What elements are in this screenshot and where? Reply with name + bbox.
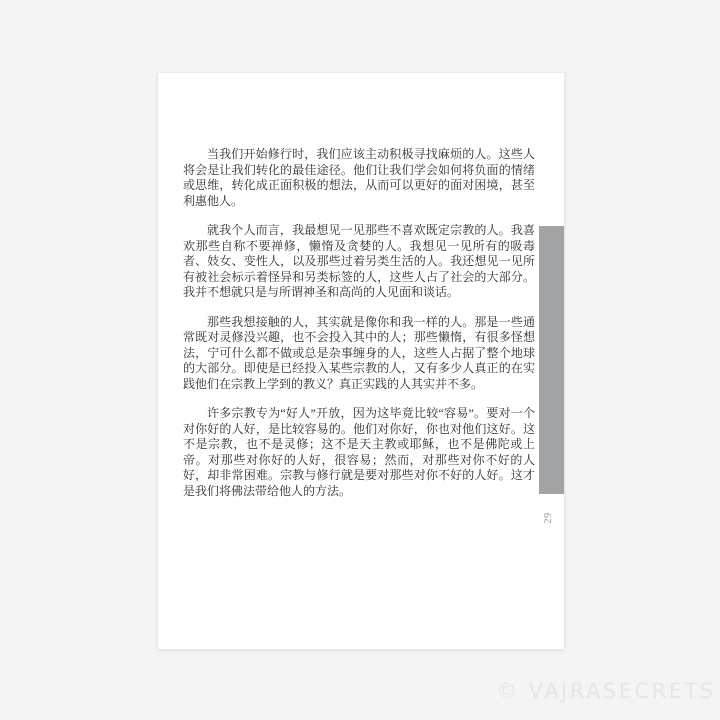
paragraph-3: 那些我想接触的人，其实就是像你和我一样的人。那是一些通常既对灵修没兴趣，也不会投入其中的人；那些懒惰，有很多怪想法，宁可什么都不做或总是杂事缠身的人，这些人占据了整个地球的大部分。即使是已经投入某些宗教的人，又有多少人真正的在实践他们在宗教上学到的教义？真正实践的人其实并不多。 (183, 314, 535, 391)
chapter-tab-marker (539, 226, 564, 494)
vajrasecrets-watermark: © VAJRASECRETS (496, 679, 716, 703)
book-page (158, 73, 564, 649)
body-text (183, 147, 535, 513)
paragraph-4: 许多宗教专为“好人”开放，因为这毕竟比较“容易”。要对一个对你好的人好，是比较容易的。他们对你好，你也对他们这好。这不是宗教，也不是灵修；这不是天主教或耶稣，也不是佛陀或上帝。对那些对你好的人好，很容易；然而，对那些对你不好的人好，却非常困难。宗教与修行就是要对那些对你不好的人好。这才是我们将佛法带给他人的方法。 (183, 406, 535, 498)
paragraph-2: 就我个人而言，我最想见一见那些不喜欢既定宗教的人。我喜欢那些自称不要禅修，懒惰及贪婪的人。我想见一见所有的吸毒者、妓女、变性人，以及那些过着另类生活的人。我还想见一见所有被社会标示着怪异和另类标签的人，这些人占了社会的大部分。我并不想就只是与所谓神圣和高尚的人见面和谈话。 (183, 223, 535, 299)
paragraph-1: 当我们开始修行时，我们应该主动积极寻找麻烦的人。这些人将会是让我们转化的最佳途径。他们让我们学会如何将负面的情绪或思维，转化成正面积极的想法，从而可以更好的面对困境，甚至利惠他人。 (183, 147, 535, 208)
page-number: 29 (543, 512, 554, 524)
